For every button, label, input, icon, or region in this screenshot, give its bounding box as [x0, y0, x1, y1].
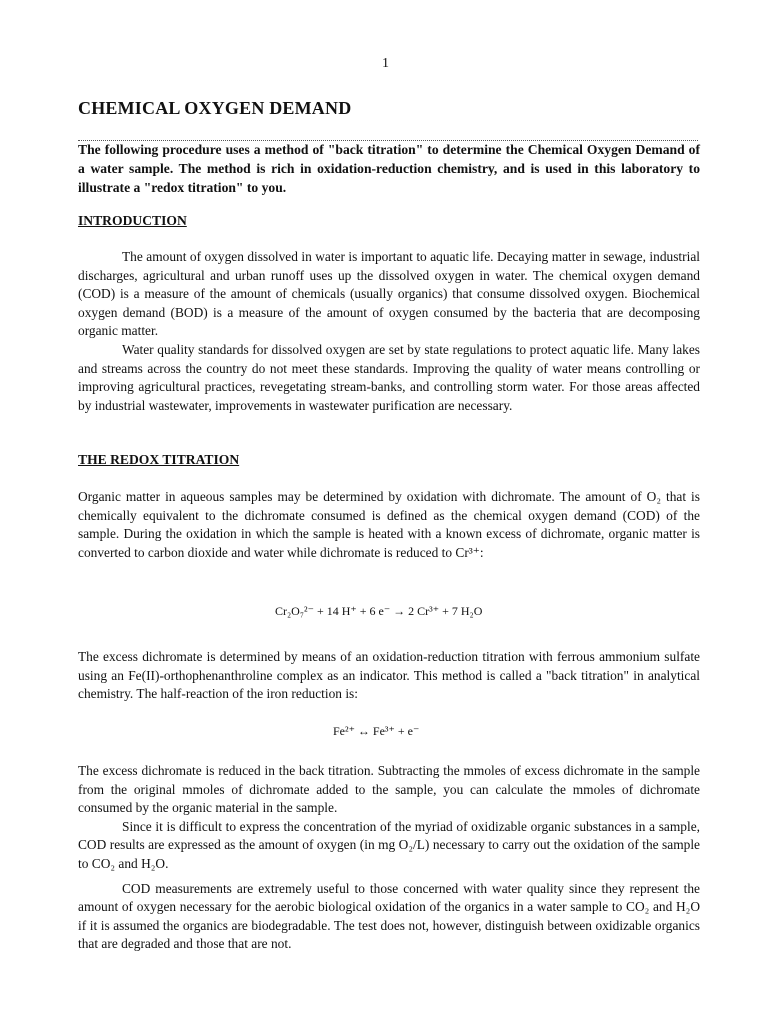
- redox-paragraph-1: Organic matter in aqueous samples may be determined by oxidation with dichromate. The amount of O₂ that is chemically equivalent to the dichromate consumed is defined as the chemical oxygen demand (COD) of the sample. During the oxidation in which the sample is heated with a known excess of dichromate, organic matter is converted to carbon dioxide and water while dichromate is reduced to Cr³⁺:: [78, 489, 700, 560]
- redox-heading: THE REDOX TITRATION: [78, 452, 240, 467]
- summary-paragraph: The following procedure uses a method of "back titration" to determine the Chemical Oxygen Demand of a water sample. The method is rich in oxidation-reduction chemistry, and is used in this laboratory to illustrate a "redox titration" to you.: [78, 142, 700, 195]
- introduction-paragraph-1: The amount of oxygen dissolved in water is important to aquatic life. Decaying matter in sewage, industrial discharges, agricultural and urban runoff uses up the dissolved oxygen in water. The chemical oxygen demand (COD) is a measure of the amount of chemicals (usually organics) that consume dissolved oxygen. Biochemical oxygen demand (BOD) is a measure of the amount of oxygen consumed by the bacteria that are decomposing organic matter.: [78, 249, 700, 339]
- page-number: 1: [382, 56, 389, 71]
- redox-body: [78, 762, 700, 954]
- introduction-heading: INTRODUCTION: [78, 213, 187, 228]
- dichromate-equation: Cr₂O₇²⁻ + 14 H⁺ + 6 e⁻ → 2 Cr³⁺ + 7 H₂O: [275, 604, 483, 618]
- iron-half-reaction-equation: Fe²⁺ ↔ Fe³⁺ + e⁻: [333, 724, 420, 738]
- introduction-body: [78, 248, 700, 415]
- redox-paragraph-5: COD measurements are extremely useful to those concerned with water quality since they represent the amount of oxygen necessary for the aerobic biological oxidation of the organics in a water sample to CO₂ and H₂O if it is assumed the organics are biodegradable. The test does not, however, distinguish between oxidizable organics that are degraded and those that are not.: [78, 880, 700, 952]
- redox-paragraph-4: Since it is difficult to express the concentration of the myriad of oxidizable organic substances in a sample, COD results are expressed as the amount of oxygen (in mg O₂/L) necessary to carry out the oxidation of the sample to CO₂ and H₂O.: [78, 818, 700, 871]
- document-title: CHEMICAL OXYGEN DEMAND: [78, 98, 352, 118]
- introduction-paragraph-2: Water quality standards for dissolved oxygen are set by state regulations to protect aquatic life. Many lakes and streams across the country do not meet these standards. Improving the quality of water means controlling or improving agricultural practices, revegetating stream-banks, and controlling storm water. For those areas affected by industrial wastewater, improvements in wastewater purification are necessary.: [78, 341, 700, 413]
- redox-paragraph-3: The excess dichromate is reduced in the back titration. Subtracting the mmoles of excess dichromate in the sample from the original mmoles of dichromate added to the sample, you can calculate the mmoles of dichromate consumed by the organic material in the sample.: [78, 763, 700, 816]
- redox-paragraph-2: The excess dichromate is determined by means of an oxidation-reduction titration with ferrous ammonium sulfate using an Fe(II)-orthophenanthroline complex as an indicator. This method is called a "back titration" in analytical chemistry. The half-reaction of the iron reduction is:: [78, 649, 700, 702]
